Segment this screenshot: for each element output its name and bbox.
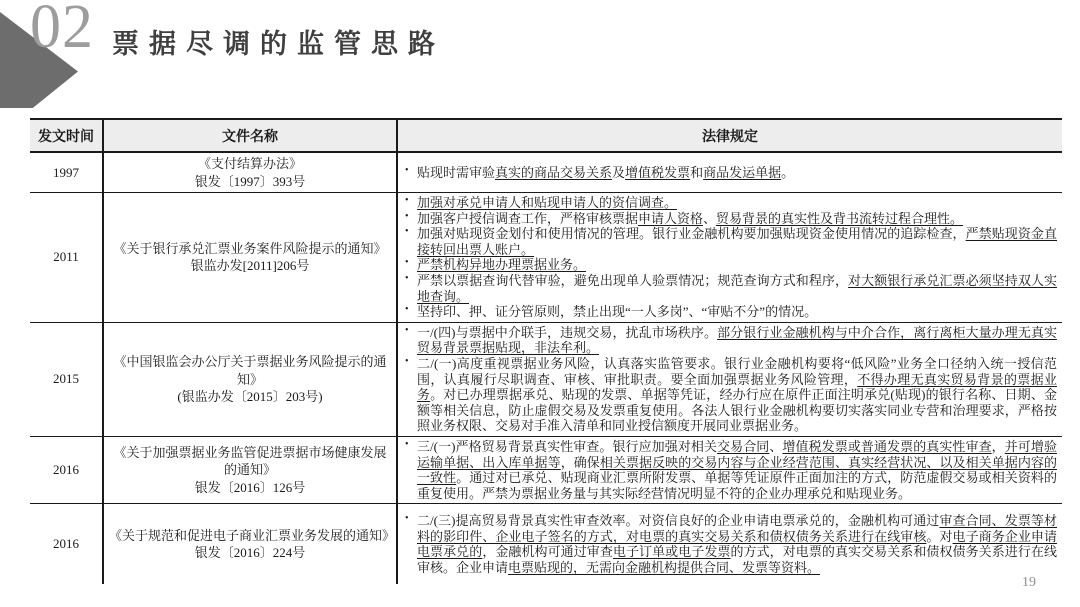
rule-item: • 加强对承兑申请人和贴现申请人的资信调查。: [405, 195, 678, 211]
rule-item: • 三/(一)严格贸易背景真实性审查。银行应加强对相关交易合同、增值税发票或普通发票的真实性审查，并可增验运输单据、出入库单据等，确保相关票据反映的交易内容与企业经营范围、真实经营状况、以及相关单据内容的一致性。通过对已承兑、贴现商业汇票所附发票、单据等凭证原件正面加注的方式，防范虚假交易或相关资料的重复使用。严禁为票据业务量与其实际经营情况明显不符的企业办理承兑和贴现业务。: [405, 439, 1057, 501]
year-cell: 2016: [30, 504, 103, 585]
bullet-icon: •: [405, 226, 409, 238]
doc-name-cell: [103, 152, 397, 193]
column-header-document-name: 文件名称: [103, 119, 397, 152]
year-cell: 2016: [30, 437, 103, 504]
bullet-icon: •: [405, 273, 409, 285]
doc-line: 银发〔2016〕224号: [194, 545, 306, 561]
bullet-icon: •: [405, 210, 409, 222]
rule-item: • 贴现时需审验真实的商品交易关系及增值税发票和商品发运单据。: [405, 164, 795, 180]
year-cell: 2015: [30, 322, 103, 436]
doc-line: 银发〔1997〕393号: [194, 173, 306, 189]
table-body: [30, 152, 1062, 584]
rule-item: • 严禁以票据查询代替审验，避免出现单人验票情况；规范查询方式和程序，对大额银行承兑汇票必须坚持双人实地查询。: [405, 273, 1057, 304]
table-row: [30, 437, 1062, 504]
bullet-icon: •: [405, 195, 409, 207]
bullet-icon: •: [405, 304, 409, 316]
rules-cell: [397, 152, 1062, 193]
doc-line: 《中国银监会办公厅关于票据业务风险提示的通知》: [113, 354, 387, 387]
regulation-table: [30, 118, 1062, 584]
rule-item: • 严禁机构异地办理票据业务。: [405, 257, 587, 273]
table-row: [30, 193, 1062, 323]
column-header-issue-date: 发文时间: [30, 119, 103, 152]
column-header-legal-provision: 法律规定: [397, 119, 1062, 152]
rule-item: • 二/(三)提高贸易背景真实性审查效率。对资信良好的企业申请电票承兑的，金融机构可通过审查合同、发票等材料的影印件、企业电子签名的方式，对电票的真实交易关系和债权债务关系进行在线审核。对电子商务企业申请电票承兑的，金融机构可通过审查电子订单或电子发票的方式，对电票的真实交易关系和债权债务关系进行在线审核。企业申请电票贴现的，无需向金融机构提供合同、发票等资料。: [405, 513, 1057, 575]
bullet-icon: •: [405, 257, 409, 269]
doc-line: 《关于加强票据业务监管促进票据市场健康发展的通知》: [113, 444, 387, 478]
doc-name-cell: [103, 437, 397, 504]
rule-item: • 坚持印、押、证分管原则，禁止出现“一人多岗”、“审贴不分”的情况。: [405, 304, 818, 320]
page-title: 票据尽调的监管思路: [112, 29, 445, 59]
rules-cell: [397, 322, 1062, 436]
rule-item: • 二/(一)高度重视票据业务风险，认真落实监管要求。银行业金融机构要将“低风险”业务全口径纳入统一授信范围，认真履行尽职调查、审核、审批职责。要全面加强票据业务风险管理，不得办理无真实贸易背景的票据业务。对已办理票据承兑、贴现的发票、单据等凭证，经办行应在原件正面注明承兑(贴现)的银行名称、日期、金额等相关信息，防止虚假交易及发票重复使用。各法人银行业金融机构要切实落实同业专营和治理要求，严格按照业务权限、交易对手准入清单和同业授信额度开展同业票据业务。: [405, 356, 1057, 434]
rule-item: • 一/(四)与票据中介联手，违规交易，扰乱市场秩序。部分银行业金融机构与中介合作，离行离柜大量办理无真实贸易背景票据贴现，非法牟利。: [405, 324, 1057, 356]
bullet-icon: •: [405, 324, 409, 336]
page-number: 19: [1022, 575, 1036, 590]
doc-line: 《关于银行承兑汇票业务案件风险提示的通知》: [113, 240, 387, 256]
table-row: [30, 152, 1062, 193]
doc-line: 银监办发[2011]206号: [190, 258, 310, 274]
doc-name-cell: [103, 193, 397, 323]
year-cell: 1997: [30, 152, 103, 193]
doc-line: 《支付结算办法》: [197, 156, 302, 171]
section-number: 02: [30, 0, 94, 61]
rule-item: • 加强对贴现资金划付和使用情况的管理。银行业金融机构要加强贴现资金使用情况的追踪检查，严禁贴现资金直接转回出票人账户。: [405, 226, 1057, 257]
table-row: [30, 504, 1062, 585]
doc-line: 银发〔2016〕126号: [194, 479, 306, 495]
table-header-row: [30, 119, 1062, 152]
table-row: [30, 322, 1062, 436]
rules-cell: [397, 437, 1062, 504]
rules-cell: [397, 504, 1062, 585]
bullet-icon: •: [405, 164, 409, 176]
doc-line: (银监办发〔2015〕203号): [177, 389, 323, 405]
rules-cell: [397, 193, 1062, 323]
doc-name-cell: [103, 322, 397, 436]
year-cell: 2011: [30, 193, 103, 323]
doc-line: 《关于规范和促进电子商业汇票业务发展的通知》: [109, 527, 396, 543]
bullet-icon: •: [405, 439, 409, 450]
doc-name-cell: [103, 504, 397, 585]
rule-item: • 加强客户授信调查工作，严格审核票据申请人资格、贸易背景的真实性及背书流转过程合理性。: [405, 210, 964, 226]
bullet-icon: •: [405, 513, 409, 525]
bullet-icon: •: [405, 356, 409, 368]
